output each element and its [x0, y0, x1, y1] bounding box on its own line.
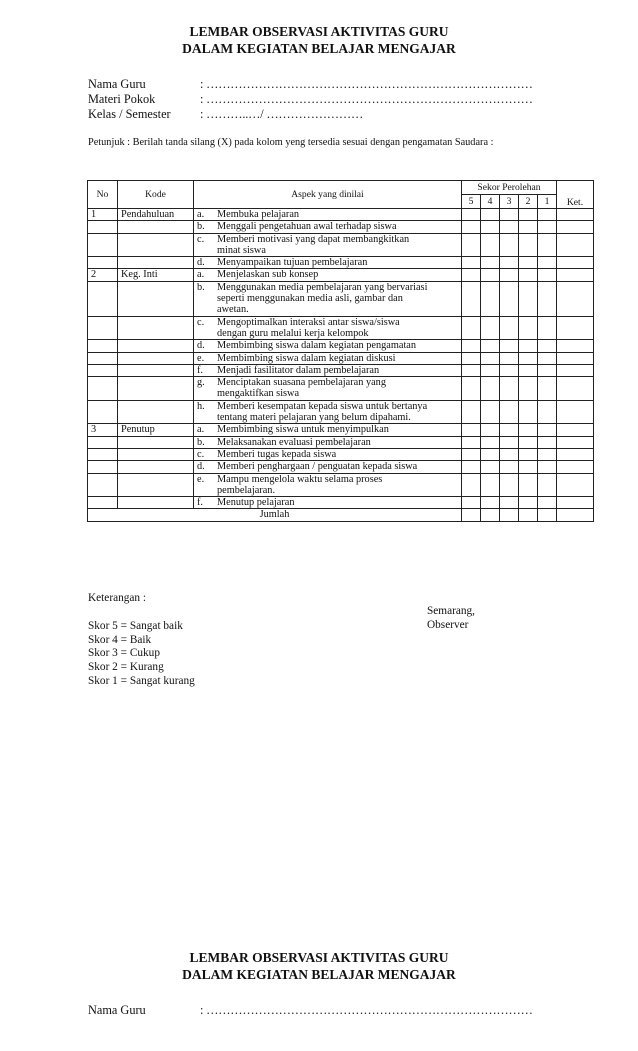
cell-no: 2: [88, 269, 118, 281]
ket-cell[interactable]: [557, 257, 594, 269]
aspect-letter: b.: [197, 436, 205, 448]
score-cell[interactable]: [519, 221, 538, 233]
cell-no: 1: [88, 209, 118, 221]
cell-aspek: [194, 269, 462, 281]
table-body: [88, 209, 594, 522]
score-cell[interactable]: [519, 424, 538, 436]
aspect-letter: b.: [197, 281, 205, 293]
aspect-text: Menggali pengetahuan awal terhadap siswa: [217, 221, 397, 233]
table-row: [88, 424, 594, 436]
cell-aspek: [194, 209, 462, 221]
observation-table: [87, 180, 594, 522]
aspect-text: Menutup pelajaran: [217, 497, 295, 509]
score-cell[interactable]: [500, 209, 519, 221]
aspect-text: Menyampaikan tujuan pembelajaran: [217, 257, 368, 269]
score-cell[interactable]: [538, 340, 557, 352]
score-cell[interactable]: [462, 352, 481, 364]
score-cell[interactable]: [519, 461, 538, 473]
header-skor-perolehan: Sekor Perolehan: [462, 181, 557, 195]
header-ket: Ket.: [557, 181, 594, 209]
score-cell[interactable]: [462, 509, 481, 521]
aspect-letter: f.: [197, 497, 204, 509]
score-cell[interactable]: [519, 233, 538, 257]
aspect-text: Memberi motivasi yang dapat membangkitkan: [217, 233, 410, 245]
score-cell[interactable]: [500, 221, 519, 233]
aspect-letter: e.: [197, 473, 205, 485]
score-cell[interactable]: [500, 233, 519, 257]
page2-title: [0, 949, 638, 983]
score-cell[interactable]: [462, 400, 481, 424]
aspect-text: Membimbing siswa untuk menyimpulkan: [217, 424, 389, 436]
header-kode: Kode: [118, 181, 194, 209]
header-no: No: [88, 181, 118, 209]
score-cell[interactable]: [481, 233, 500, 257]
page2-info-row-nama-guru: [88, 1003, 558, 1018]
info-label: Nama Guru: [88, 77, 146, 91]
score-cell[interactable]: [462, 269, 481, 281]
score-cell[interactable]: [462, 221, 481, 233]
cell-aspek: [194, 448, 462, 460]
score-cell[interactable]: [481, 448, 500, 460]
cell-aspek: [194, 497, 462, 509]
cell-no: [88, 473, 118, 497]
note-item: Skor 4 = Baik: [88, 633, 152, 646]
cell-no: [88, 257, 118, 269]
cell-kode: [118, 352, 194, 364]
cell-aspek: [194, 281, 462, 316]
score-cell[interactable]: [481, 509, 500, 521]
aspect-letter: f.: [197, 364, 204, 376]
cell-no: [88, 281, 118, 316]
title-line-1: LEMBAR OBSERVASI AKTIVITAS GURU: [189, 24, 449, 39]
ket-cell[interactable]: [557, 497, 594, 509]
score-cell[interactable]: [500, 461, 519, 473]
table-total-row: [88, 509, 594, 521]
title-line-2: DALAM KEGIATAN BELAJAR MENGAJAR: [182, 41, 456, 56]
score-cell[interactable]: [500, 257, 519, 269]
aspect-letter: c.: [197, 316, 205, 328]
aspect-letter: d.: [197, 257, 205, 269]
cell-kode: [118, 364, 194, 376]
table-row: [88, 316, 594, 340]
score-cell[interactable]: [538, 473, 557, 497]
ket-cell[interactable]: [557, 509, 594, 521]
aspect-letter: a.: [197, 424, 205, 436]
score-cell[interactable]: [462, 316, 481, 340]
score-cell[interactable]: [481, 400, 500, 424]
cell-aspek: [194, 221, 462, 233]
aspect-text: Melaksanakan evaluasi pembelajaran: [217, 436, 371, 448]
cell-aspek: [194, 377, 462, 401]
score-cell[interactable]: [519, 269, 538, 281]
ket-cell[interactable]: [557, 281, 594, 316]
aspect-text: awetan.: [217, 304, 249, 316]
score-cell[interactable]: [500, 316, 519, 340]
table-row: [88, 281, 594, 316]
table-row: [88, 448, 594, 460]
ket-cell[interactable]: [557, 209, 594, 221]
cell-kode: [118, 448, 194, 460]
aspect-text: Menjadi fasilitator dalam pembelajaran: [217, 364, 380, 376]
score-cell[interactable]: [519, 209, 538, 221]
cell-aspek: [194, 257, 462, 269]
score-cell[interactable]: [500, 436, 519, 448]
score-cell[interactable]: [500, 340, 519, 352]
aspect-letter: d.: [197, 340, 205, 352]
table-row: [88, 364, 594, 376]
aspect-text: Mengoptimalkan interaksi antar siswa/siswa: [217, 316, 400, 328]
score-cell[interactable]: [481, 221, 500, 233]
cell-kode: Keg. Inti: [118, 269, 194, 281]
cell-aspek: [194, 233, 462, 257]
aspect-text: Menjelaskan sub konsep: [217, 269, 319, 281]
score-cell[interactable]: [538, 281, 557, 316]
score-cell[interactable]: [500, 509, 519, 521]
score-cell[interactable]: [481, 352, 500, 364]
header-score-1: 1: [538, 195, 557, 209]
cell-kode: [118, 316, 194, 340]
score-cell[interactable]: [462, 448, 481, 460]
total-label-rest: h: [284, 509, 290, 521]
cell-kode: [118, 281, 194, 316]
ket-cell[interactable]: [557, 448, 594, 460]
score-cell[interactable]: [481, 340, 500, 352]
aspect-text: mengaktifkan siswa: [217, 388, 300, 400]
aspect-letter: b.: [197, 221, 205, 233]
table-row: [88, 461, 594, 473]
score-cell[interactable]: [538, 509, 557, 521]
total-label-bold: Jumla: [259, 509, 285, 521]
aspect-letter: d.: [197, 461, 205, 473]
score-cell[interactable]: [519, 364, 538, 376]
score-cell[interactable]: [538, 269, 557, 281]
aspect-text: Membimbing siswa dalam kegiatan pengamatan: [217, 340, 417, 352]
score-cell[interactable]: [481, 257, 500, 269]
cell-no: [88, 461, 118, 473]
score-cell[interactable]: [538, 352, 557, 364]
ket-cell[interactable]: [557, 316, 594, 340]
score-cell[interactable]: [519, 473, 538, 497]
ket-cell[interactable]: [557, 436, 594, 448]
score-cell[interactable]: [481, 424, 500, 436]
score-cell[interactable]: [519, 257, 538, 269]
page2-info-fields: [88, 1003, 558, 1018]
aspect-letter: a.: [197, 209, 205, 220]
cell-kode: [118, 233, 194, 257]
score-cell[interactable]: [519, 436, 538, 448]
aspect-text: seperti menggunakan media asli, gambar dan: [217, 293, 403, 305]
page2-title-line-2: DALAM KEGIATAN BELAJAR MENGAJAR: [182, 967, 456, 982]
score-cell[interactable]: [462, 461, 481, 473]
note-item: Skor 2 = Kurang: [88, 661, 164, 674]
score-cell[interactable]: [519, 509, 538, 521]
aspect-text: Memberi penghargaan / penguatan kepada siswa: [217, 461, 418, 473]
cell-aspek: [194, 400, 462, 424]
info-value: : ………………………………………………………………………: [200, 1003, 533, 1017]
score-cell[interactable]: [500, 424, 519, 436]
header-score-4: 4: [481, 195, 500, 209]
info-fields: [88, 77, 558, 122]
cell-no: 3: [88, 424, 118, 436]
aspect-text: Menggunakan media pembelajaran yang bervariasi: [217, 281, 428, 293]
score-cell[interactable]: [500, 400, 519, 424]
score-cell[interactable]: [481, 497, 500, 509]
cell-no: [88, 340, 118, 352]
info-row-materi-pokok: [88, 92, 558, 107]
aspect-letter: c.: [197, 233, 205, 245]
aspect-text: dengan guru melalui kerja kelompok: [217, 327, 369, 339]
table-header-row: [88, 181, 594, 195]
score-cell[interactable]: [481, 364, 500, 376]
aspect-text: Memberi kesempatan kepada siswa untuk bertanya: [217, 400, 428, 412]
header-aspek: Aspek yang dinilai: [194, 181, 462, 209]
table-row: [88, 257, 594, 269]
instruction-text: Petunjuk : Berilah tanda silang (X) pada kolom yeng tersedia sesuai dengan pengamatan Saudara :: [88, 137, 494, 148]
cell-no: [88, 352, 118, 364]
cell-no: [88, 364, 118, 376]
note-item: Skor 5 = Sangat baik: [88, 619, 183, 632]
info-row-kelas-semester: [88, 107, 558, 122]
ket-cell[interactable]: [557, 340, 594, 352]
aspect-letter: a.: [197, 269, 205, 281]
aspect-letter: g.: [197, 377, 205, 389]
score-cell[interactable]: [462, 424, 481, 436]
aspect-text: Memberi tugas kepada siswa: [217, 448, 337, 460]
header-score-3: 3: [500, 195, 519, 209]
info-label: Materi Pokok: [88, 92, 156, 106]
header-score-5: 5: [462, 195, 481, 209]
aspect-letter: e.: [197, 352, 205, 364]
ket-cell[interactable]: [557, 233, 594, 257]
note-item: Skor 1 = Sangat kurang: [88, 674, 195, 687]
score-cell[interactable]: [462, 233, 481, 257]
cell-kode: [118, 340, 194, 352]
score-cell[interactable]: [538, 461, 557, 473]
table-row: [88, 497, 594, 509]
score-cell[interactable]: [462, 281, 481, 316]
score-cell[interactable]: [500, 377, 519, 401]
table-row: [88, 400, 594, 424]
score-cell[interactable]: [538, 221, 557, 233]
score-cell[interactable]: [538, 400, 557, 424]
total-label: [88, 509, 462, 521]
score-cell[interactable]: [500, 448, 519, 460]
info-value: : ………………………………………………………………………: [200, 77, 533, 91]
table-row: [88, 377, 594, 401]
cell-kode: Pendahuluan: [118, 209, 194, 221]
cell-kode: [118, 461, 194, 473]
info-label: Nama Guru: [88, 1003, 146, 1017]
score-cell[interactable]: [462, 436, 481, 448]
score-cell[interactable]: [538, 233, 557, 257]
ket-cell[interactable]: [557, 461, 594, 473]
score-cell[interactable]: [500, 269, 519, 281]
ket-cell[interactable]: [557, 377, 594, 401]
notes-heading: Keterangan :: [88, 592, 147, 604]
cell-no: [88, 448, 118, 460]
cell-aspek: [194, 461, 462, 473]
score-cell[interactable]: [519, 281, 538, 316]
score-cell[interactable]: [481, 269, 500, 281]
notes-block: [88, 592, 195, 689]
score-cell[interactable]: [519, 448, 538, 460]
score-cell[interactable]: [481, 436, 500, 448]
aspect-text: pembelajaran.: [217, 484, 276, 496]
score-cell[interactable]: [500, 473, 519, 497]
score-cell[interactable]: [481, 377, 500, 401]
table-row: [88, 473, 594, 497]
score-cell[interactable]: [538, 257, 557, 269]
cell-aspek: [194, 473, 462, 497]
table-row: [88, 340, 594, 352]
score-cell[interactable]: [462, 340, 481, 352]
signature-role: Observer: [427, 618, 469, 631]
page-title: [0, 23, 638, 57]
cell-no: [88, 436, 118, 448]
table-row: [88, 352, 594, 364]
aspect-text: tentang materi pelajaran yang belum dipahami.: [217, 412, 411, 424]
ket-cell[interactable]: [557, 352, 594, 364]
header-score-2: 2: [519, 195, 538, 209]
cell-kode: [118, 377, 194, 401]
score-cell[interactable]: [538, 424, 557, 436]
cell-no: [88, 377, 118, 401]
score-cell[interactable]: [500, 497, 519, 509]
cell-kode: [118, 400, 194, 424]
score-cell[interactable]: [538, 448, 557, 460]
score-cell[interactable]: [462, 497, 481, 509]
score-cell[interactable]: [481, 473, 500, 497]
cell-no: [88, 221, 118, 233]
aspect-text: Menciptakan suasana pembelajaran yang: [217, 377, 386, 389]
aspect-letter: h.: [197, 400, 205, 412]
table-row: [88, 233, 594, 257]
cell-no: [88, 400, 118, 424]
score-cell[interactable]: [481, 316, 500, 340]
ket-cell[interactable]: [557, 424, 594, 436]
score-cell[interactable]: [462, 364, 481, 376]
table-row: [88, 269, 594, 281]
cell-kode: Penutup: [118, 424, 194, 436]
ket-cell[interactable]: [557, 400, 594, 424]
info-value: : ………..…/ ……………………: [200, 107, 364, 121]
aspect-text: Membuka pelajaran: [217, 209, 300, 220]
score-cell[interactable]: [519, 352, 538, 364]
score-cell[interactable]: [481, 281, 500, 316]
score-cell[interactable]: [462, 473, 481, 497]
ket-cell[interactable]: [557, 221, 594, 233]
cell-kode: [118, 436, 194, 448]
score-cell[interactable]: [538, 497, 557, 509]
score-cell[interactable]: [500, 352, 519, 364]
score-cell[interactable]: [538, 377, 557, 401]
info-row-nama-guru: [88, 77, 558, 92]
score-cell[interactable]: [538, 436, 557, 448]
score-cell[interactable]: [519, 340, 538, 352]
cell-no: [88, 233, 118, 257]
score-cell[interactable]: [481, 209, 500, 221]
score-cell[interactable]: [519, 377, 538, 401]
ket-cell[interactable]: [557, 364, 594, 376]
cell-aspek: [194, 436, 462, 448]
aspect-text: minat siswa: [217, 244, 266, 256]
cell-no: [88, 316, 118, 340]
ket-cell[interactable]: [557, 473, 594, 497]
signature-block: [427, 605, 475, 633]
cell-aspek: [194, 316, 462, 340]
score-cell[interactable]: [481, 461, 500, 473]
score-cell[interactable]: [500, 281, 519, 316]
cell-kode: [118, 221, 194, 233]
table-row: [88, 436, 594, 448]
score-cell[interactable]: [538, 209, 557, 221]
page2-title-line-1: LEMBAR OBSERVASI AKTIVITAS GURU: [189, 950, 449, 965]
aspect-letter: c.: [197, 448, 205, 460]
score-cell[interactable]: [519, 316, 538, 340]
cell-kode: [118, 257, 194, 269]
cell-kode: [118, 497, 194, 509]
score-cell[interactable]: [538, 316, 557, 340]
score-cell[interactable]: [519, 497, 538, 509]
score-cell[interactable]: [538, 364, 557, 376]
score-cell[interactable]: [519, 400, 538, 424]
score-cell[interactable]: [462, 257, 481, 269]
aspect-text: Mampu mengelola waktu selama proses: [217, 473, 383, 485]
cell-aspek: [194, 364, 462, 376]
cell-kode: [118, 473, 194, 497]
score-cell[interactable]: [462, 209, 481, 221]
cell-aspek: [194, 424, 462, 436]
info-value: : ………………………………………………………………………: [200, 92, 533, 106]
aspect-text: Membimbing siswa dalam kegiatan diskusi: [217, 352, 396, 364]
cell-aspek: [194, 352, 462, 364]
cell-aspek: [194, 340, 462, 352]
note-item: Skor 3 = Cukup: [88, 647, 160, 660]
table-row: [88, 221, 594, 233]
table-row: [88, 209, 594, 221]
score-cell[interactable]: [500, 364, 519, 376]
info-label: Kelas / Semester: [88, 107, 171, 121]
score-cell[interactable]: [462, 377, 481, 401]
ket-cell[interactable]: [557, 269, 594, 281]
signature-place: Semarang,: [427, 605, 475, 617]
cell-no: [88, 497, 118, 509]
